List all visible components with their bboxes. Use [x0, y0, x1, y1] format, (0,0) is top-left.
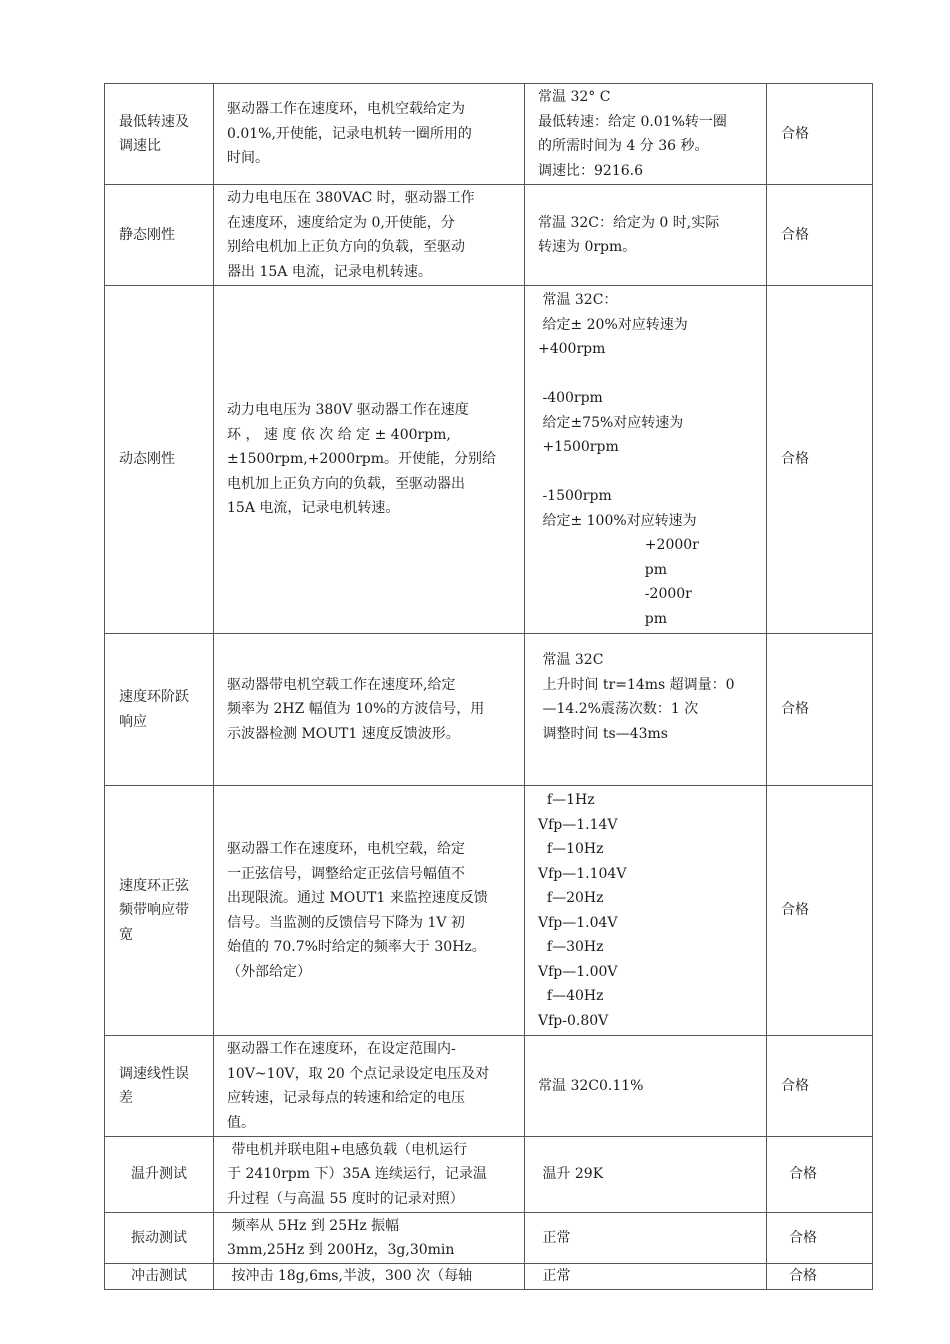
result-cell [525, 1213, 767, 1264]
verdict-cell [767, 1264, 873, 1290]
result-cell [525, 634, 767, 786]
test-item-line: 动态刚性 [119, 451, 175, 468]
result-line: 调整时间 ts—43ms [538, 725, 668, 742]
verdict-cell [767, 1213, 873, 1264]
result-line: Vfp—1.104V [538, 865, 627, 882]
procedure-cell [214, 84, 525, 185]
result-cell [525, 786, 767, 1036]
procedure-line: 15A 电流，记录电机转速。 [227, 500, 400, 517]
test-item-cell [105, 185, 214, 286]
result-line: 常温 32C [538, 652, 604, 669]
test-item-cell [105, 1264, 214, 1290]
result-line: Vfp—1.00V [538, 963, 618, 980]
result-line: +1500rpm [538, 439, 619, 455]
verdict-cell [767, 634, 873, 786]
result-line: 的所需时间为 4 分 36 秒。 [538, 138, 709, 154]
test-item-line: 最低转速及 [119, 113, 189, 130]
procedure-cell [214, 1264, 525, 1290]
procedure-line: 10V~10V，取 20 个点记录设定电压及对 [227, 1065, 490, 1082]
procedure-line: 别给电机加上正负方向的负载，至驱动 [227, 239, 465, 255]
result-line: f—10Hz [538, 841, 604, 857]
result-line: pm [538, 561, 668, 578]
result-line: f—1Hz [538, 792, 595, 808]
result-line: 上升时间 tr=14ms 超调量：0 [538, 676, 735, 693]
test-item-line: 宽 [119, 926, 133, 943]
result-cell [525, 1036, 767, 1137]
verdict-text: 合格 [781, 701, 809, 718]
test-item-line: 调速线性误 [119, 1065, 189, 1082]
procedure-line: 器出 15A 电流，记录电机转速。 [227, 263, 432, 280]
table-row [105, 1264, 873, 1290]
result-line: 正常 [538, 1268, 571, 1285]
result-line: 给定±75%对应转速为 [538, 414, 684, 431]
procedure-cell [214, 185, 525, 286]
verdict-text: 合格 [789, 1229, 817, 1246]
procedure-cell [214, 1213, 525, 1264]
result-line: +2000r [538, 537, 699, 553]
result-line: f—40Hz [538, 988, 604, 1004]
test-item-line: 振动测试 [131, 1229, 187, 1246]
result-line: f—20Hz [538, 890, 604, 906]
procedure-cell [214, 634, 525, 786]
result-cell [525, 84, 767, 185]
table-body [105, 84, 873, 1290]
result-line: 最低转速：给定 0.01%转一圈 [538, 113, 727, 130]
procedure-line: ±1500rpm,+2000rpm。开使能，分别给 [227, 451, 497, 468]
result-line: 常温 32C：给定为 0 时,实际 [538, 214, 720, 231]
result-line: pm [538, 610, 668, 627]
test-item-line: 调速比 [119, 138, 161, 154]
test-item-line: 频带响应带 [119, 902, 189, 919]
procedure-line: 驱动器带电机空载工作在速度环,给定 [227, 676, 456, 693]
procedure-line: 于 2410rpm 下）35A 连续运行，记录温 [227, 1166, 487, 1183]
procedure-line: 升过程（与高温 55 度时的记录对照） [227, 1190, 464, 1207]
procedure-line: 驱动器工作在速度环，电机空载给定为 [227, 101, 465, 118]
verdict-text: 合格 [781, 125, 809, 142]
result-line: Vfp—1.14V [538, 816, 618, 833]
result-line [538, 460, 762, 485]
procedure-line: 频率为 2HZ 幅值为 10%的方波信号，用 [227, 701, 485, 718]
procedure-cell [214, 1137, 525, 1213]
result-cell [525, 185, 767, 286]
procedure-line: 驱动器工作在速度环，电机空载，给定 [227, 841, 465, 857]
verdict-cell [767, 286, 873, 634]
verdict-text: 合格 [789, 1268, 817, 1285]
result-cell [525, 1264, 767, 1290]
verdict-cell [767, 84, 873, 185]
test-item-cell [105, 1213, 214, 1264]
test-item-line: 速度环阶跃 [119, 689, 189, 705]
procedure-cell [214, 1036, 525, 1137]
test-item-line: 响应 [119, 713, 147, 730]
result-line: f—30Hz [538, 939, 604, 955]
procedure-line: 3mm,25Hz 到 200Hz，3g,30min [227, 1242, 455, 1258]
result-line: -1500rpm [538, 488, 612, 504]
table-row [105, 185, 873, 286]
verdict-text: 合格 [781, 1077, 809, 1094]
test-item-line: 温升测试 [131, 1166, 187, 1183]
verdict-text: 合格 [789, 1166, 817, 1183]
table-row [105, 1137, 873, 1213]
procedure-line: 动力电电压在 380VAC 时，驱动器工作 [227, 190, 475, 206]
result-cell [525, 286, 767, 634]
test-item-cell [105, 1036, 214, 1137]
result-line: 常温 32C： [538, 292, 618, 308]
table-row [105, 634, 873, 786]
procedure-line: 带电机并联电阻+电感负载（电机运行 [227, 1141, 468, 1158]
procedure-line: 在速度环，速度给定为 0,开使能，分 [227, 214, 455, 231]
test-item-line: 速度环正弦 [119, 877, 189, 894]
result-cell [525, 1137, 767, 1213]
result-line [538, 362, 762, 387]
verdict-cell [767, 1137, 873, 1213]
procedure-line: 按冲击 18g,6ms,半波，300 次（每轴 [227, 1268, 473, 1285]
procedure-line: 电机加上正负方向的负载，至驱动器出 [227, 475, 465, 492]
test-results-table [104, 83, 873, 1290]
procedure-line: 频率从 5Hz 到 25Hz 振幅 [227, 1217, 400, 1234]
result-line: 正常 [538, 1229, 571, 1246]
result-line: 调速比：9216.6 [538, 162, 643, 179]
result-line: 常温 32C0.11% [538, 1077, 644, 1094]
procedure-line: 值。 [227, 1114, 255, 1131]
verdict-cell [767, 185, 873, 286]
procedure-line: （外部给定） [227, 963, 311, 980]
result-line: -400rpm [538, 390, 603, 406]
result-line: 温升 29K [538, 1166, 604, 1183]
table-row [105, 1213, 873, 1264]
test-item-cell [105, 1137, 214, 1213]
table-row [105, 286, 873, 634]
result-line: +400rpm [538, 341, 606, 357]
procedure-line: 时间。 [227, 150, 269, 167]
procedure-line: 环 ， 速 度 依 次 给 定 ± 400rpm, [227, 426, 451, 443]
verdict-text: 合格 [781, 226, 809, 243]
procedure-line: 驱动器工作在速度环，在设定范围内- [227, 1041, 456, 1057]
procedure-line: 信号。当监测的反馈信号下降为 1V 初 [227, 914, 465, 931]
result-line: Vfp-0.80V [538, 1012, 609, 1029]
result-line [538, 746, 762, 771]
table-row [105, 84, 873, 185]
procedure-line: 始值的 70.7%时给定的频率大于 30Hz。 [227, 939, 486, 955]
table-row [105, 786, 873, 1036]
test-item-line: 冲击测试 [131, 1268, 187, 1285]
procedure-line: 动力电电压为 380V 驱动器工作在速度 [227, 402, 469, 419]
result-line: 给定± 20%对应转速为 [538, 316, 688, 333]
verdict-text: 合格 [781, 902, 809, 919]
procedure-line: 0.01%,开使能，记录电机转一圈所用的 [227, 125, 472, 142]
result-line: 常温 32° C [538, 89, 611, 105]
test-item-cell [105, 84, 214, 185]
procedure-line: 应转速，记录每点的转速和给定的电压 [227, 1090, 465, 1106]
result-line: 转速为 0rpm。 [538, 239, 637, 255]
test-item-cell [105, 786, 214, 1036]
test-item-line: 静态刚性 [119, 226, 175, 243]
result-line: —14.2%震荡次数：1 次 [538, 701, 699, 718]
procedure-line: 示波器检测 MOUT1 速度反馈波形。 [227, 725, 460, 742]
verdict-cell [767, 1036, 873, 1137]
procedure-cell [214, 786, 525, 1036]
procedure-cell [214, 286, 525, 634]
result-line: Vfp—1.04V [538, 914, 618, 931]
test-item-cell [105, 634, 214, 786]
result-line: 给定± 100%对应转速为 [538, 512, 697, 529]
test-item-line: 差 [119, 1090, 133, 1106]
procedure-line: 出现限流。通过 MOUT1 来监控速度反馈 [227, 890, 488, 906]
test-item-cell [105, 286, 214, 634]
result-line: -2000r [538, 586, 692, 602]
procedure-line: 一正弦信号，调整给定正弦信号幅值不 [227, 865, 465, 882]
verdict-cell [767, 786, 873, 1036]
verdict-text: 合格 [781, 451, 809, 468]
table-row [105, 1036, 873, 1137]
